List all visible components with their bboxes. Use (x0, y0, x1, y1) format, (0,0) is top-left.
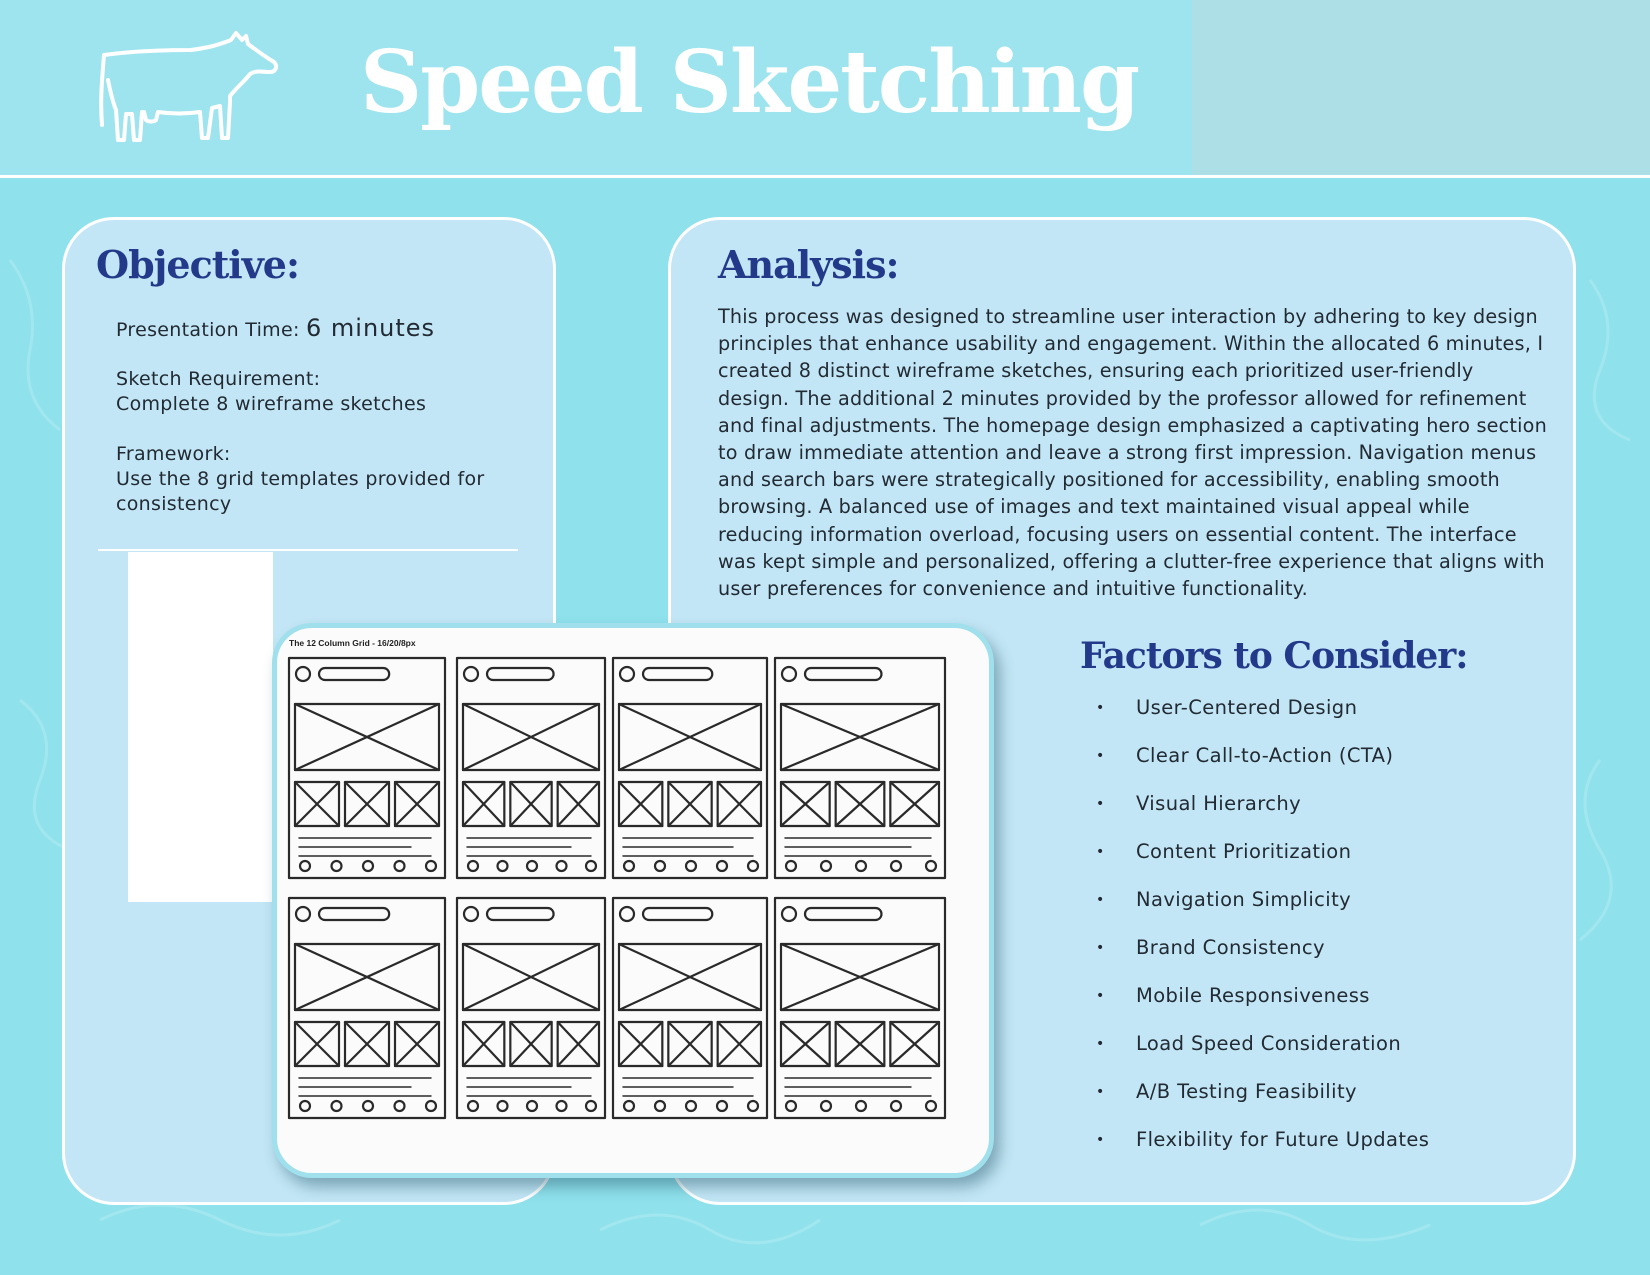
sketch-dot (624, 1101, 634, 1111)
wireframe-frame (289, 898, 445, 1118)
sketch-dot (300, 1101, 310, 1111)
presentation-time-value: 6 minutes (306, 314, 436, 342)
bullet: • (1096, 700, 1105, 716)
sketch-dot (332, 861, 342, 871)
sketch-search (487, 908, 554, 920)
factor-item: • Mobile Responsiveness (1096, 984, 1370, 1007)
analysis-body: This process was designed to streamline user interaction by adhering to key design principles that enhance usability and engagement. Within the allocated 6 minutes, I created 8 distinct wireframe sketches, ensuring each prioritized user-friendly design. The additional 2 minutes provided by the professor allowed for refinement and final adjustments. The homepage design emphasized a captivating hero section to draw immediate attention and leave a strong first impression. Navigation menus and search bars were strategically positioned for accessibility, enabling smooth browsing. A balanced use of images and text maintained visual appeal while reducing information overload, focusing users on essential content. The interface was kept simple and personalized, offering a clutter-free experience that aligns with user preferences for convenience and intuitive functionality. (718, 305, 1547, 601)
framework (116, 442, 516, 517)
sketch-dot (624, 861, 634, 871)
wireframe-frame (775, 658, 945, 878)
sketch-logo (620, 667, 634, 681)
objective-divider (98, 549, 518, 551)
sketch-logo (296, 667, 310, 681)
sketch-dot (527, 861, 537, 871)
sketch-requirement (116, 367, 516, 417)
factor-item: • User-Centered Design (1096, 696, 1358, 719)
bullet: • (1096, 1036, 1105, 1052)
sketch-dot (363, 1101, 373, 1111)
sketch-dot (926, 861, 936, 871)
sketch-dot (786, 861, 796, 871)
sketch-dot (717, 861, 727, 871)
sketch-dot (655, 861, 665, 871)
sketch-dot (717, 1101, 727, 1111)
factor-item: • Clear Call-to-Action (CTA) (1096, 744, 1394, 767)
framework-label: Framework: (116, 443, 231, 465)
wireframe-sketches (277, 628, 989, 1173)
factor-item: • Flexibility for Future Updates (1096, 1128, 1430, 1151)
sketch-dot (468, 1101, 478, 1111)
objective-heading: Objective: (96, 242, 300, 287)
sketch-dot (686, 861, 696, 871)
sketch-dot (395, 861, 405, 871)
sketch-dot (748, 1101, 758, 1111)
wireframe-frame (775, 898, 945, 1118)
bullet: • (1096, 940, 1105, 956)
sketch-dot (300, 861, 310, 871)
sketch-logo (782, 667, 796, 681)
presentation-time-label: Presentation Time: (116, 319, 300, 341)
white-block (128, 552, 273, 902)
cow-icon (96, 30, 286, 145)
sketch-dot (821, 1101, 831, 1111)
wireframe-sketch-photo (272, 623, 994, 1178)
sketch-search (319, 908, 389, 920)
header-divider (0, 175, 1650, 178)
bullet: • (1096, 796, 1105, 812)
sketch-dot (426, 861, 436, 871)
bullet: • (1096, 1132, 1105, 1148)
sketch-logo (782, 907, 796, 921)
sketch-logo (464, 667, 478, 681)
page-title: Speed Sketching (360, 32, 1139, 133)
sketch-dot (655, 1101, 665, 1111)
factor-item: • Visual Hierarchy (1096, 792, 1302, 815)
bullet: • (1096, 1084, 1105, 1100)
factor-item: • Brand Consistency (1096, 936, 1325, 959)
sketch-logo (620, 907, 634, 921)
bullet: • (1096, 988, 1105, 1004)
sketch-dot (586, 1101, 596, 1111)
factor-item: • Navigation Simplicity (1096, 888, 1352, 911)
wireframe-frame (457, 898, 605, 1118)
sketch-dot (686, 1101, 696, 1111)
sketch-dot (498, 861, 508, 871)
wireframe-frame (289, 658, 445, 878)
sketch-dot (926, 1101, 936, 1111)
sketch-requirement-label: Sketch Requirement: (116, 368, 321, 390)
sketch-dot (586, 861, 596, 871)
sketch-dot (557, 1101, 567, 1111)
sketch-dot (786, 1101, 796, 1111)
sketch-logo (296, 907, 310, 921)
sketch-search (643, 908, 712, 920)
sketch-dot (557, 861, 567, 871)
wireframe-frame (613, 898, 767, 1118)
sketch-caption: The 12 Column Grid - 16/20/8px (289, 638, 416, 648)
sketch-dot (332, 1101, 342, 1111)
sketch-dot (856, 861, 866, 871)
header-accent (1192, 0, 1650, 175)
sketch-dot (426, 1101, 436, 1111)
sketch-search (487, 668, 554, 680)
wireframe-frame (457, 658, 605, 878)
bullet: • (1096, 892, 1105, 908)
sketch-dot (891, 1101, 901, 1111)
sketch-dot (891, 861, 901, 871)
sketch-dot (498, 1101, 508, 1111)
sketch-search (805, 908, 882, 920)
bullet: • (1096, 748, 1105, 764)
factors-heading: Factors to Consider: (1080, 635, 1468, 677)
sketch-search (643, 668, 712, 680)
sketch-dot (748, 861, 758, 871)
analysis-heading: Analysis: (718, 242, 899, 287)
sketch-dot (363, 861, 373, 871)
wireframe-frame (613, 658, 767, 878)
sketch-search (805, 668, 882, 680)
sketch-requirement-value: Complete 8 wireframe sketches (116, 393, 427, 415)
factor-item: • A/B Testing Feasibility (1096, 1080, 1357, 1103)
framework-value: Use the 8 grid templates provided for consistency (116, 468, 485, 515)
sketch-dot (468, 861, 478, 871)
factor-item: • Content Prioritization (1096, 840, 1352, 863)
sketch-dot (527, 1101, 537, 1111)
sketch-dot (856, 1101, 866, 1111)
factors-list (1096, 695, 1429, 1175)
sketch-logo (464, 907, 478, 921)
factor-item: • Load Speed Consideration (1096, 1032, 1402, 1055)
sketch-dot (821, 861, 831, 871)
sketch-dot (395, 1101, 405, 1111)
presentation-time (116, 316, 516, 343)
bullet: • (1096, 844, 1105, 860)
sketch-search (319, 668, 389, 680)
